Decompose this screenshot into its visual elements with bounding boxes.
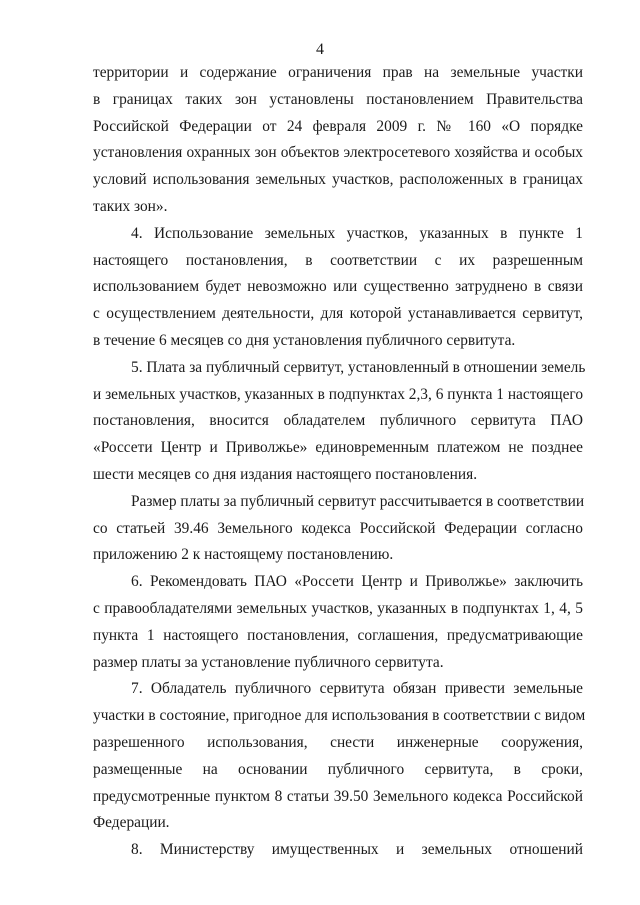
text-line: условий использования земельных участков, расположенных в границах [93, 171, 583, 189]
text-line: 4. Использование земельных участков, указанных в пункте 1 [131, 224, 583, 242]
text-line: шести месяцев со дня издания настоящего постановления. [93, 465, 478, 483]
text-line: «Россети Центр и Приволжье» единовременным платежом не позднее [93, 439, 583, 457]
page-number: 4 [316, 41, 324, 58]
document-body [93, 60, 586, 864]
text-line: с правообладателями земельных участков, указанных в подпунктах 1, 4, 5 [93, 599, 583, 617]
text-line: в границах таких зон установлены постановлением Правительства [93, 90, 583, 108]
text-line: 7. Обладатель публичного сервитута обязан привести земельные [131, 680, 583, 698]
text-line: Федерации. [93, 814, 170, 832]
text-line: и земельных участков, указанных в подпунктах 2,3, 6 пункта 1 настоящего [93, 385, 584, 403]
paragraph-item-5 [93, 355, 586, 489]
text-line: 6. Рекомендовать ПАО «Россети Центр и Приволжье» заключить [131, 573, 583, 591]
text-line: 5. Плата за публичный сервитут, установленный в отношении земель [131, 358, 586, 376]
text-line: приложению 2 к настоящему постановлению. [93, 546, 394, 564]
text-line: со статьей 39.46 Земельного кодекса Российской Федерации согласно [93, 519, 583, 537]
text-line: разрешенного использования, снести инженерные сооружения, [93, 733, 583, 751]
text-line: предусмотренные пунктом 8 статьи 39.50 Земельного кодекса Российской [93, 787, 583, 805]
paragraph-item-4 [93, 221, 583, 355]
paragraph-fee-calculation [93, 489, 583, 569]
text-line: таких зон». [93, 197, 168, 215]
text-line: Российской Федерации от 24 февраля 2009 г. № 160 «О порядке [93, 117, 583, 135]
text-line: Размер платы за публичный сервитут рассчитывается в соответствии [131, 492, 585, 510]
text-line: установления охранных зон объектов электросетевого хозяйства и особых [93, 144, 583, 162]
paragraph-zones-continuation [93, 60, 583, 221]
paragraph-item-6 [93, 569, 583, 676]
paragraph-item-7 [93, 676, 586, 837]
text-line: территории и содержание ограничения прав на земельные участки [93, 64, 583, 81]
text-line: пункта 1 настоящего постановления, соглашения, предусматривающие [93, 626, 583, 644]
text-line: 8. Министерству имущественных и земельных отношений [131, 841, 583, 859]
text-line: участки в состояние, пригодное для использования в соответствии с видом [93, 707, 586, 725]
text-line: с осуществлением деятельности, для которой устанавливается сервитут, [93, 305, 583, 323]
text-line: настоящего постановления, в соответствии с их разрешенным [93, 251, 583, 269]
text-line: в течение 6 месяцев со дня установления публичного сервитута. [93, 331, 516, 349]
text-line: использованием будет невозможно или существенно затруднено в связи [93, 278, 583, 296]
paragraph-item-8 [93, 837, 583, 864]
text-line: постановления, вносится обладателем публичного сервитута ПАО [93, 412, 583, 430]
text-line: размещенные на основании публичного сервитута, в сроки, [93, 760, 583, 778]
text-line: размер платы за установление публичного сервитута. [93, 653, 444, 671]
